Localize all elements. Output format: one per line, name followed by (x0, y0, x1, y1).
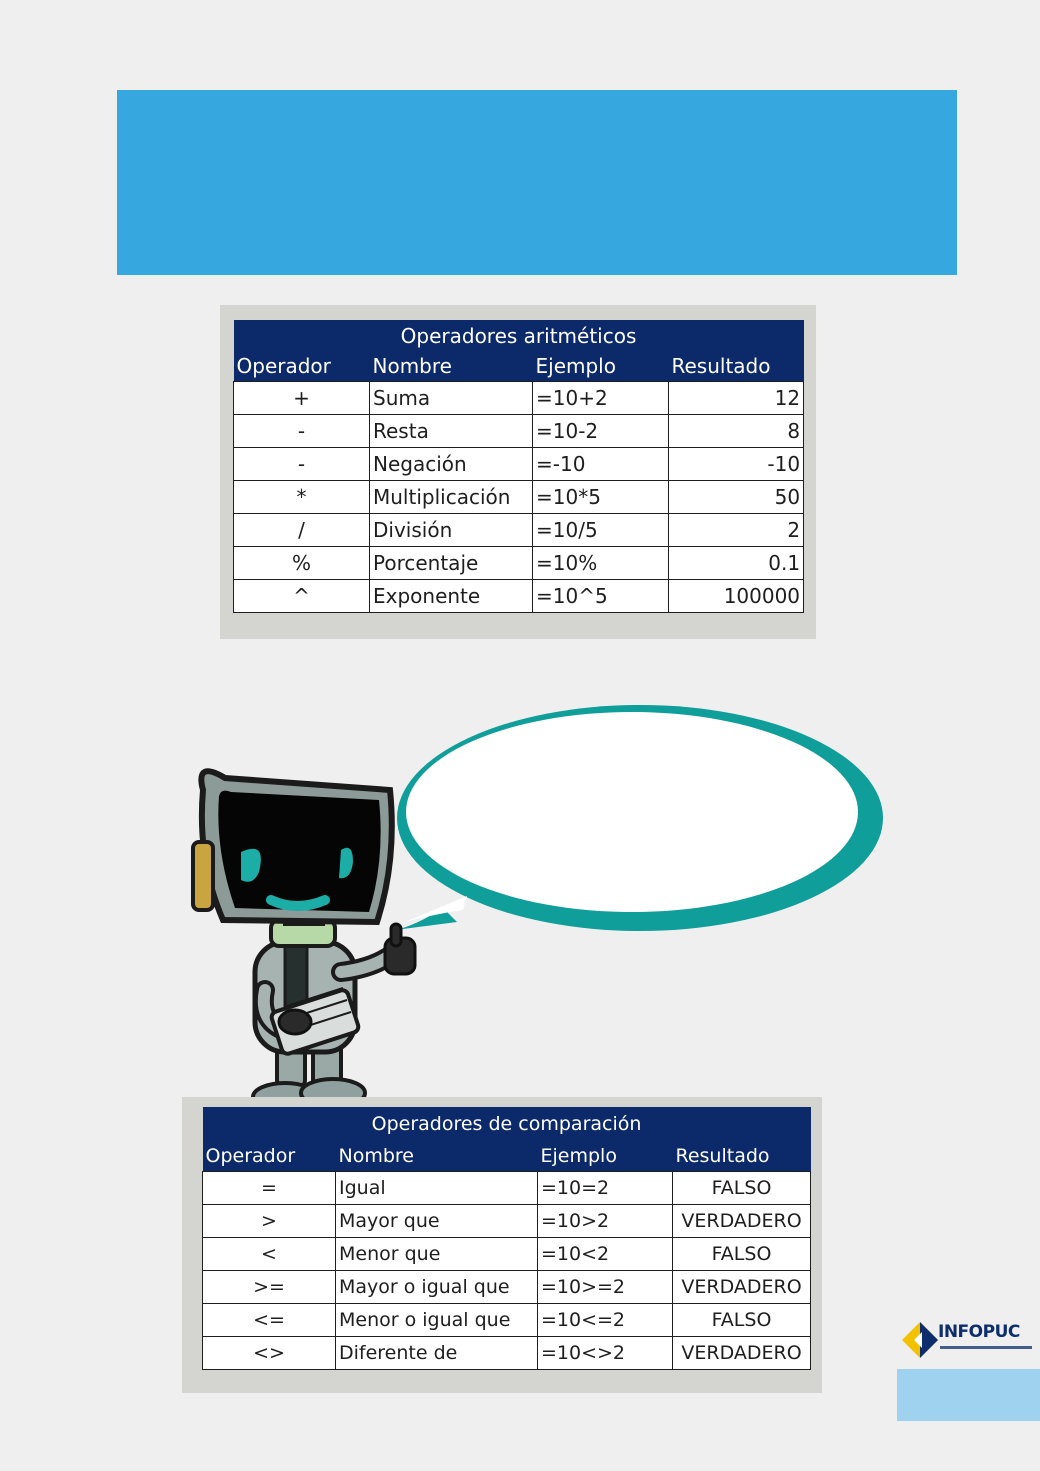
cell-resultado: 2 (669, 514, 804, 547)
table-row (203, 1172, 811, 1205)
cell-resultado: VERDADERO (673, 1271, 811, 1304)
cell-resultado: 0.1 (669, 547, 804, 580)
infopuc-logo (900, 1318, 1035, 1363)
cell-nombre: Suma (370, 382, 533, 415)
table-row (203, 1238, 811, 1271)
cell-resultado: 50 (669, 481, 804, 514)
cell-nombre: Menor que (336, 1238, 538, 1271)
robot-mascot-icon (193, 771, 415, 1111)
cell-resultado: VERDADERO (673, 1205, 811, 1238)
cell-operador: + (234, 382, 370, 415)
cell-nombre: Exponente (370, 580, 533, 613)
cell-ejemplo: =10>2 (538, 1205, 673, 1238)
corner-accent-block (897, 1369, 1040, 1421)
cell-operador: - (234, 448, 370, 481)
cell-operador: / (234, 514, 370, 547)
cell-ejemplo: =-10 (533, 448, 669, 481)
logo-tagline (940, 1345, 1032, 1351)
table-row (234, 514, 804, 547)
cell-operador: ^ (234, 580, 370, 613)
cell-ejemplo: =10*5 (533, 481, 669, 514)
table-row (203, 1271, 811, 1304)
cell-ejemplo: =10/5 (533, 514, 669, 547)
table-row (234, 580, 804, 613)
table-row (203, 1205, 811, 1238)
cell-nombre: Menor o igual que (336, 1304, 538, 1337)
cell-ejemplo: =10+2 (533, 382, 669, 415)
comparison-operators-panel (182, 1097, 822, 1393)
robot-mascot-illustration (185, 700, 895, 1120)
cell-nombre: Porcentaje (370, 547, 533, 580)
header-banner (117, 90, 957, 275)
table-title: Operadores aritméticos (234, 320, 804, 351)
cell-resultado: 100000 (669, 580, 804, 613)
cell-resultado: -10 (669, 448, 804, 481)
column-header-resultado: Resultado (669, 351, 804, 382)
cell-ejemplo: =10<2 (538, 1238, 673, 1271)
column-header-operador: Operador (203, 1140, 336, 1172)
column-header-resultado: Resultado (673, 1140, 811, 1172)
cell-nombre: Resta (370, 415, 533, 448)
cell-ejemplo: =10% (533, 547, 669, 580)
cell-operador: - (234, 415, 370, 448)
cell-resultado: VERDADERO (673, 1337, 811, 1370)
table-row (234, 382, 804, 415)
cell-nombre: Mayor que (336, 1205, 538, 1238)
cell-resultado: 8 (669, 415, 804, 448)
infopuc-diamond-icon (900, 1320, 940, 1360)
cell-nombre: Diferente de (336, 1337, 538, 1370)
cell-ejemplo: =10>=2 (538, 1271, 673, 1304)
cell-nombre: División (370, 514, 533, 547)
table-title: Operadores de comparación (203, 1107, 811, 1140)
table-row (234, 481, 804, 514)
cell-ejemplo: =10-2 (533, 415, 669, 448)
arithmetic-operators-table (233, 320, 804, 613)
column-header-nombre: Nombre (370, 351, 533, 382)
column-header-operador: Operador (234, 351, 370, 382)
cell-operador: % (234, 547, 370, 580)
cell-ejemplo: =10=2 (538, 1172, 673, 1205)
logo-name: INFOPUC (938, 1322, 1020, 1342)
column-header-nombre: Nombre (336, 1140, 538, 1172)
table-row (234, 547, 804, 580)
cell-operador: = (203, 1172, 336, 1205)
cell-ejemplo: =10^5 (533, 580, 669, 613)
cell-resultado: FALSO (673, 1172, 811, 1205)
cell-operador: <= (203, 1304, 336, 1337)
cell-operador: < (203, 1238, 336, 1271)
column-header-ejemplo: Ejemplo (533, 351, 669, 382)
cell-ejemplo: =10<=2 (538, 1304, 673, 1337)
cell-resultado: 12 (669, 382, 804, 415)
cell-nombre: Negación (370, 448, 533, 481)
cell-operador: >= (203, 1271, 336, 1304)
table-row (234, 415, 804, 448)
cell-operador: > (203, 1205, 336, 1238)
speech-bubble (395, 705, 883, 931)
table-row (234, 448, 804, 481)
table-row (203, 1304, 811, 1337)
column-header-ejemplo: Ejemplo (538, 1140, 673, 1172)
cell-ejemplo: =10<>2 (538, 1337, 673, 1370)
cell-resultado: FALSO (673, 1238, 811, 1271)
arithmetic-operators-panel (220, 305, 816, 639)
table-row (203, 1337, 811, 1370)
cell-operador: <> (203, 1337, 336, 1370)
cell-nombre: Mayor o igual que (336, 1271, 538, 1304)
cell-operador: * (234, 481, 370, 514)
cell-nombre: Multiplicación (370, 481, 533, 514)
cell-nombre: Igual (336, 1172, 538, 1205)
comparison-operators-table (202, 1107, 811, 1370)
cell-resultado: FALSO (673, 1304, 811, 1337)
